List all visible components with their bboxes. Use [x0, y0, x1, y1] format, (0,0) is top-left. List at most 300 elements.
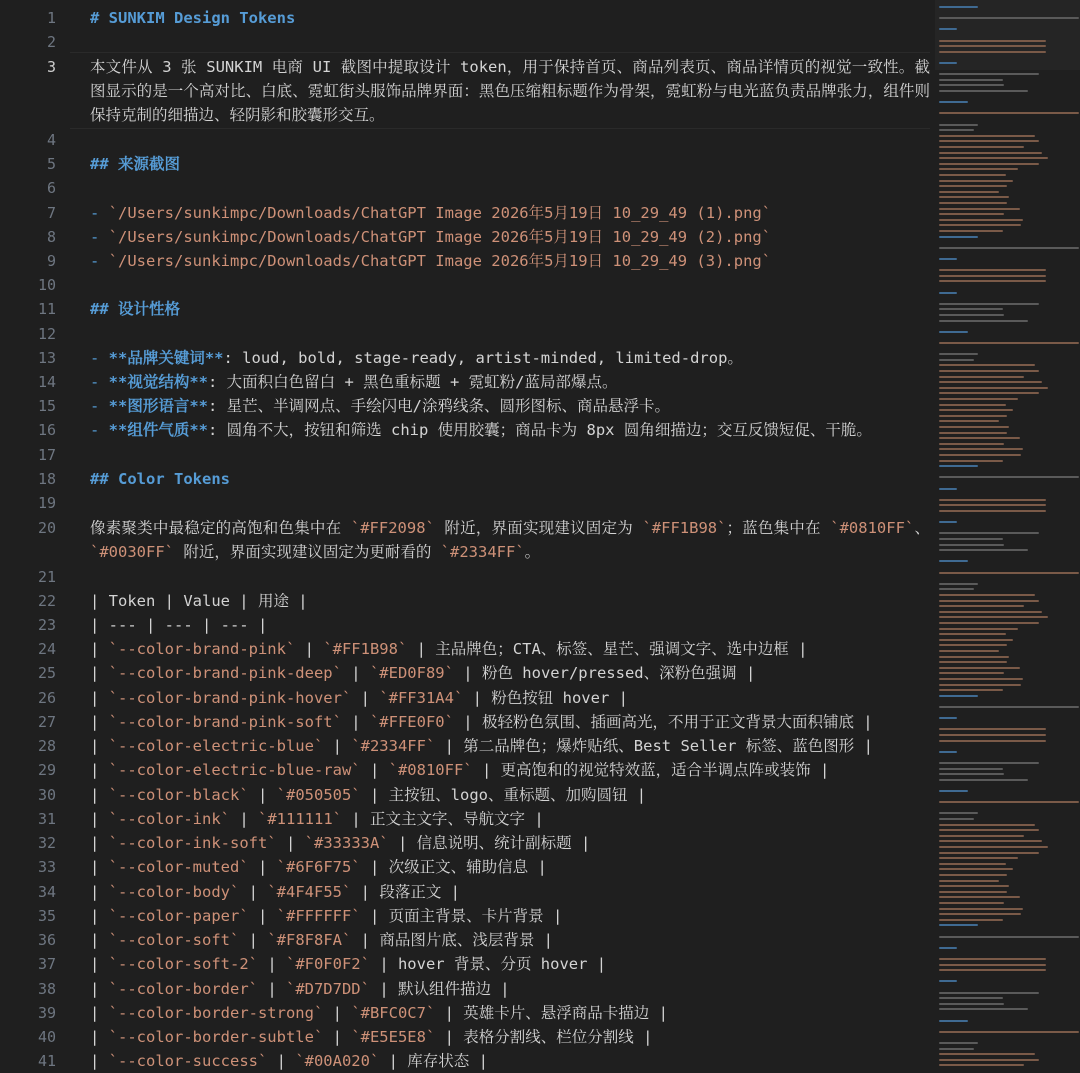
plain-text: | — [341, 713, 370, 731]
minimap-line — [939, 695, 978, 697]
inline-code-text: `--color-brand-pink-hover` — [108, 689, 352, 707]
minimap-line — [939, 163, 1039, 165]
plain-text: | — [90, 931, 109, 949]
minimap-line — [939, 829, 1039, 831]
code-line[interactable] — [90, 418, 930, 442]
minimap-line — [939, 168, 1018, 170]
plain-text: | — [341, 664, 370, 682]
minimap-line — [939, 583, 978, 585]
line-number: 33 — [37, 858, 56, 876]
inline-code-text: `--color-border-subtle` — [108, 1028, 324, 1046]
code-line[interactable] — [90, 128, 930, 152]
minimap-line — [939, 818, 974, 820]
plain-text: | 页面主背景、卡片背景 | — [360, 907, 563, 925]
minimap-line — [939, 616, 1048, 618]
plain-text: | — [90, 1028, 109, 1046]
line-number: 23 — [37, 616, 56, 634]
minimap-line — [939, 331, 968, 333]
minimap-line — [939, 896, 1020, 898]
minimap-line — [939, 224, 1021, 226]
minimap-line — [939, 672, 1004, 674]
minimap-line — [939, 359, 974, 361]
plain-text: | Token | Value | 用途 | — [90, 592, 308, 610]
inline-code-text: `/Users/sunkimpc/Downloads/ChatGPT Image 2026年5月19日 10_29_49 (1).png` — [108, 204, 772, 222]
minimap-line — [939, 773, 1004, 775]
inline-code-text: `#2334FF` — [351, 737, 436, 755]
minimap-line — [939, 381, 1042, 383]
minimap-line — [939, 740, 1046, 742]
minimap-line — [939, 964, 1046, 966]
minimap-line — [939, 549, 1028, 551]
minimap-line — [939, 1031, 1079, 1033]
line-number: 11 — [37, 300, 56, 318]
minimap-line — [939, 236, 978, 238]
line-number: 1 — [46, 9, 56, 27]
code-line[interactable] — [90, 1001, 930, 1025]
plain-text: | 第二品牌色；爆炸贴纸、Best Seller 标签、蓝色图形 | — [435, 737, 873, 755]
minimap-line — [939, 499, 1046, 501]
minimap-line — [939, 611, 1042, 613]
plain-text: : 大面积白色留白 + 黑色重标题 + 霓虹粉/蓝局部爆点。 — [208, 373, 618, 391]
minimap-line — [939, 387, 1048, 389]
plain-text: | — [257, 955, 286, 973]
minimap-line — [939, 857, 1018, 859]
minimap-line — [939, 135, 1035, 137]
inline-code-text: `#0030FF` — [90, 543, 174, 561]
plain-text: | — [267, 1052, 296, 1070]
code-line[interactable] — [90, 249, 930, 273]
minimap-line — [939, 73, 1039, 75]
minimap-line — [939, 202, 1007, 204]
line-number: 6 — [46, 179, 56, 197]
code-line[interactable] — [90, 758, 930, 782]
inline-code-text: `#0810FF` — [388, 761, 473, 779]
line-number: 3 — [46, 58, 56, 76]
plain-text: | — [323, 1004, 352, 1022]
plain-text: | — [90, 810, 109, 828]
code-line[interactable] — [90, 467, 930, 491]
plain-text: | — [295, 640, 324, 658]
minimap-line — [939, 174, 1006, 176]
inline-code-text: `#33333A` — [304, 834, 389, 852]
plain-text: | — [90, 737, 109, 755]
bold-text: **品牌关键词** — [108, 349, 224, 367]
minimap-line — [939, 398, 1018, 400]
code-line[interactable] — [90, 613, 930, 637]
list-bullet: - — [90, 397, 109, 415]
code-line[interactable] — [90, 322, 930, 346]
inline-code-text: `--color-paper` — [108, 907, 249, 925]
minimap-line — [939, 443, 1004, 445]
list-bullet: - — [90, 421, 109, 439]
line-number: 40 — [37, 1028, 56, 1046]
plain-text: | 主品牌色；CTA、标签、星芒、强调文字、选中边框 | — [407, 640, 808, 658]
code-line[interactable] — [90, 394, 930, 418]
heading-text: ## 来源截图 — [90, 155, 180, 173]
inline-code-text: `#2334FF` — [440, 543, 525, 561]
minimap-line — [939, 913, 1021, 915]
minimap-line — [939, 572, 1079, 574]
line-number: 25 — [37, 664, 56, 682]
minimap-line — [939, 353, 978, 355]
plain-text: ；蓝色集中在 — [726, 519, 831, 537]
plain-text: | — [323, 737, 352, 755]
code-line[interactable] — [90, 710, 930, 734]
minimap-line — [939, 208, 1020, 210]
plain-text: | — [239, 931, 268, 949]
code-line[interactable] — [90, 297, 930, 321]
bold-text: **组件气质** — [108, 421, 208, 439]
minimap-line — [939, 891, 1007, 893]
list-bullet: - — [90, 228, 109, 246]
minimap[interactable] — [935, 0, 1080, 1073]
inline-code-text: `#ED0F89` — [369, 664, 454, 682]
minimap-line — [939, 157, 1048, 159]
minimap-line — [939, 560, 968, 562]
minimap-line — [939, 45, 1046, 47]
plain-text: : 圆角不大，按钮和筛选 chip 使用胶囊；商品卡为 8px 圆角细描边；交互反馈短促、干脆。 — [208, 421, 872, 439]
code-line[interactable] — [90, 734, 930, 758]
plain-text: | 次级正文、辅助信息 | — [360, 858, 547, 876]
inline-code-text: `/Users/sunkimpc/Downloads/ChatGPT Image 2026年5月19日 10_29_49 (2).png` — [108, 228, 772, 246]
minimap-line — [939, 924, 978, 926]
plain-text: | --- | --- | --- | — [90, 616, 268, 634]
minimap-line — [939, 17, 1079, 19]
line-number: 8 — [46, 228, 56, 246]
code-line[interactable] — [90, 30, 930, 54]
inline-code-text: `#0810FF` — [830, 519, 915, 537]
minimap-line — [939, 129, 974, 131]
plain-text: | — [90, 1052, 109, 1070]
minimap-line — [939, 364, 1035, 366]
minimap-line — [939, 936, 1079, 938]
line-number: 30 — [37, 786, 56, 804]
minimap-line — [939, 180, 1013, 182]
minimap-line — [939, 275, 1046, 277]
code-line[interactable] — [90, 152, 930, 176]
code-line[interactable] — [90, 589, 930, 613]
inline-code-text: `#BFC0C7` — [351, 1004, 436, 1022]
minimap-line — [939, 622, 1039, 624]
minimap-line — [939, 868, 1013, 870]
code-line[interactable] — [90, 176, 930, 200]
bold-text: **视觉结构** — [108, 373, 208, 391]
minimap-line — [939, 840, 1042, 842]
code-line[interactable] — [90, 516, 930, 564]
list-bullet: - — [90, 349, 109, 367]
minimap-line — [939, 969, 1046, 971]
minimap-line — [939, 392, 1039, 394]
minimap-line — [939, 768, 1003, 770]
minimap-line — [939, 510, 1046, 512]
minimap-line — [939, 661, 1007, 663]
code-line[interactable] — [90, 807, 930, 831]
line-number: 17 — [37, 446, 56, 464]
plain-text: | 正文主文字、导航文字 | — [342, 810, 544, 828]
inline-code-text: `#FFE0F0` — [369, 713, 454, 731]
line-number: 38 — [37, 980, 56, 998]
code-line[interactable] — [90, 1025, 930, 1049]
plain-text: | — [90, 786, 109, 804]
minimap-line — [939, 465, 978, 467]
minimap-line — [939, 112, 1079, 114]
minimap-line — [939, 863, 1006, 865]
minimap-line — [939, 538, 1003, 540]
inline-code-text: `#D7D7DD` — [285, 980, 370, 998]
plain-text: | — [248, 907, 277, 925]
minimap-line — [939, 801, 1079, 803]
code-line[interactable] — [90, 661, 930, 685]
line-number: 22 — [37, 592, 56, 610]
minimap-line — [939, 667, 1020, 669]
minimap-line — [939, 308, 1003, 310]
inline-code-text: `#FF1B98` — [323, 640, 408, 658]
line-number: 28 — [37, 737, 56, 755]
minimap-line — [939, 902, 1004, 904]
text-area[interactable] — [90, 0, 930, 1073]
minimap-line — [939, 980, 957, 982]
inline-code-text: `--color-black` — [108, 786, 249, 804]
plain-text: | — [248, 786, 277, 804]
minimap-line — [939, 258, 957, 260]
minimap-line — [939, 320, 1028, 322]
code-line[interactable] — [90, 346, 930, 370]
inline-code-text: `#FF31A4` — [379, 689, 464, 707]
code-line[interactable] — [90, 225, 930, 249]
code-line[interactable] — [90, 443, 930, 467]
inline-code-text: `#FF2098` — [350, 519, 435, 537]
minimap-line — [939, 885, 1009, 887]
minimap-line — [939, 1008, 1028, 1010]
minimap-line — [939, 342, 1079, 344]
plain-text: | 库存状态 | — [379, 1052, 488, 1070]
plain-text: | — [276, 834, 305, 852]
minimap-slider[interactable] — [935, 0, 1080, 70]
code-line[interactable] — [90, 880, 930, 904]
inline-code-text: `--color-soft-2` — [108, 955, 258, 973]
plain-text: | — [90, 713, 109, 731]
minimap-line — [939, 280, 1046, 282]
plain-text: | — [90, 907, 109, 925]
inline-code-text: `--color-body` — [108, 883, 240, 901]
minimap-line — [939, 454, 1021, 456]
code-line[interactable] — [90, 855, 930, 879]
line-number: 24 — [37, 640, 56, 658]
minimap-line — [939, 644, 1007, 646]
inline-code-text: `#FFFFFF` — [276, 907, 361, 925]
code-line[interactable] — [90, 370, 930, 394]
inline-code-text: `--color-success` — [108, 1052, 268, 1070]
plain-text: 、 — [914, 519, 930, 537]
minimap-line — [939, 191, 999, 193]
minimap-line — [939, 40, 1046, 42]
line-number: 29 — [37, 761, 56, 779]
minimap-line — [939, 1064, 1024, 1066]
minimap-line — [939, 728, 1046, 730]
code-line[interactable] — [90, 6, 930, 30]
minimap-line — [939, 824, 1035, 826]
minimap-line — [939, 706, 1079, 708]
line-number: 13 — [37, 349, 56, 367]
minimap-line — [939, 997, 1003, 999]
minimap-line — [939, 101, 968, 103]
code-line[interactable] — [90, 1049, 930, 1073]
inline-code-text: `#FF1B98` — [642, 519, 727, 537]
plain-text: | — [323, 1028, 352, 1046]
plain-text: | — [90, 640, 109, 658]
minimap-line — [939, 958, 1046, 960]
line-number: 2 — [46, 33, 56, 51]
minimap-line — [939, 532, 1039, 534]
plain-text: 本文件从 3 张 SUNKIM 电商 UI 截图中提取设计 token，用于保持首页、商品列表页、商品详情页的视觉一致性。截图显示的是一个高对比、白底、霓虹街头服饰品牌界面：黑色压缩粗标题作为骨架，霓虹粉与电光蓝负责品牌张力，组件则保持克制的细描边、轻阴影和胶囊形交互。 — [90, 58, 930, 124]
minimap-line — [939, 292, 957, 294]
plain-text: | — [239, 883, 268, 901]
minimap-line — [939, 656, 1009, 658]
minimap-line — [939, 908, 1023, 910]
plain-text: | — [90, 689, 109, 707]
inline-code-text: `--color-border` — [108, 980, 258, 998]
line-number: 15 — [37, 397, 56, 415]
line-number: 10 — [37, 276, 56, 294]
minimap-line — [939, 448, 1023, 450]
line-number: 37 — [37, 955, 56, 973]
plain-text: | 默认组件描边 | — [369, 980, 510, 998]
minimap-line — [939, 376, 1024, 378]
minimap-line — [939, 852, 1039, 854]
inline-code-text: `#00A020` — [295, 1052, 380, 1070]
minimap-line — [939, 420, 999, 422]
bold-text: **图形语言** — [108, 397, 208, 415]
line-number: 19 — [37, 494, 56, 512]
plain-text: | — [90, 664, 109, 682]
list-bullet: - — [90, 204, 109, 222]
code-line[interactable] — [90, 273, 930, 297]
inline-code-text: `--color-electric-blue-raw` — [108, 761, 361, 779]
line-number: 27 — [37, 713, 56, 731]
minimap-line — [939, 230, 1003, 232]
minimap-line — [939, 303, 1039, 305]
minimap-line — [939, 476, 1079, 478]
line-number: 18 — [37, 470, 56, 488]
minimap-line — [939, 947, 957, 949]
code-line[interactable] — [90, 831, 930, 855]
line-number: 4 — [46, 131, 56, 149]
minimap-line — [939, 1053, 1035, 1055]
plain-text: | 商品图片底、浅层背景 | — [351, 931, 553, 949]
code-line[interactable] — [90, 904, 930, 928]
minimap-line — [939, 650, 999, 652]
heading-text: # SUNKIM Design Tokens — [90, 9, 296, 27]
line-number: 35 — [37, 907, 56, 925]
minimap-line — [939, 152, 1042, 154]
code-line[interactable] — [90, 637, 930, 661]
minimap-line — [939, 880, 999, 882]
minimap-line — [939, 689, 1003, 691]
minimap-line — [939, 124, 978, 126]
line-number: 34 — [37, 883, 56, 901]
minimap-line — [939, 488, 957, 490]
inline-code-text: `--color-ink-soft` — [108, 834, 277, 852]
plain-text: 。 — [524, 543, 541, 561]
plain-text: | — [90, 980, 109, 998]
minimap-line — [939, 51, 1046, 53]
line-number: 31 — [37, 810, 56, 828]
code-line[interactable] — [90, 686, 930, 710]
code-line[interactable] — [90, 977, 930, 1001]
inline-code-text: `--color-brand-pink-deep` — [108, 664, 342, 682]
plain-text: | 表格分割线、栏位分割线 | — [435, 1028, 653, 1046]
minimap-line — [939, 1059, 1039, 1061]
minimap-line — [939, 460, 1003, 462]
minimap-line — [939, 247, 1079, 249]
plain-text: | 主按钮、logo、重标题、加购圆钮 | — [360, 786, 647, 804]
minimap-line — [939, 432, 1007, 434]
minimap-line — [939, 370, 1039, 372]
inline-code-text: `#111111` — [258, 810, 342, 828]
minimap-line — [939, 919, 1003, 921]
plain-text: | 更高饱和的视觉特效蓝，适合半调点阵或装饰 | — [472, 761, 830, 779]
code-line[interactable] — [90, 952, 930, 976]
minimap-line — [939, 1003, 1004, 1005]
minimap-line — [939, 185, 1007, 187]
plain-text: | — [257, 980, 286, 998]
minimap-line — [939, 213, 1004, 215]
inline-code-text: `/Users/sunkimpc/Downloads/ChatGPT Image 2026年5月19日 10_29_49 (3).png` — [108, 252, 772, 270]
list-bullet: - — [90, 373, 109, 391]
plain-text: | 段落正文 | — [351, 883, 460, 901]
minimap-line — [939, 1020, 968, 1022]
line-number: 21 — [37, 568, 56, 586]
code-line[interactable] — [90, 783, 930, 807]
minimap-line — [939, 90, 1028, 92]
plain-text: 附近，界面实现建议固定为 — [434, 519, 643, 537]
minimap-line — [939, 628, 1018, 630]
minimap-line — [939, 678, 1023, 680]
inline-code-text: `#F0F0F2` — [285, 955, 370, 973]
inline-code-text: `#4F4F55` — [267, 883, 352, 901]
minimap-line — [939, 196, 1009, 198]
inline-code-text: `#F8F8FA` — [267, 931, 352, 949]
line-number: 26 — [37, 689, 56, 707]
code-line[interactable] — [90, 928, 930, 952]
plain-text: | — [90, 761, 109, 779]
line-number-gutter — [0, 0, 70, 1073]
minimap-line — [939, 633, 1006, 635]
plain-text: | — [360, 761, 389, 779]
code-line[interactable] — [90, 201, 930, 225]
minimap-line — [939, 588, 974, 590]
plain-text: | — [90, 955, 109, 973]
inline-code-text: `--color-soft` — [108, 931, 240, 949]
minimap-line — [939, 1048, 974, 1050]
minimap-line — [939, 79, 1003, 81]
code-line[interactable] — [90, 565, 930, 589]
minimap-line — [939, 812, 978, 814]
code-line[interactable] — [90, 55, 930, 131]
line-number: 41 — [37, 1052, 56, 1070]
minimap-line — [939, 717, 957, 719]
code-line[interactable] — [90, 491, 930, 515]
line-number: 36 — [37, 931, 56, 949]
plain-text: 像素聚类中最稳定的高饱和色集中在 — [90, 519, 351, 537]
plain-text: | — [351, 689, 380, 707]
minimap-line — [939, 1042, 978, 1044]
line-number: 12 — [37, 325, 56, 343]
plain-text: : loud, bold, stage-ready, artist-minded, limited-drop。 — [223, 349, 743, 367]
plain-text: | hover 背景、分页 hover | — [369, 955, 607, 973]
line-number: 39 — [37, 1004, 56, 1022]
plain-text: | — [90, 834, 109, 852]
